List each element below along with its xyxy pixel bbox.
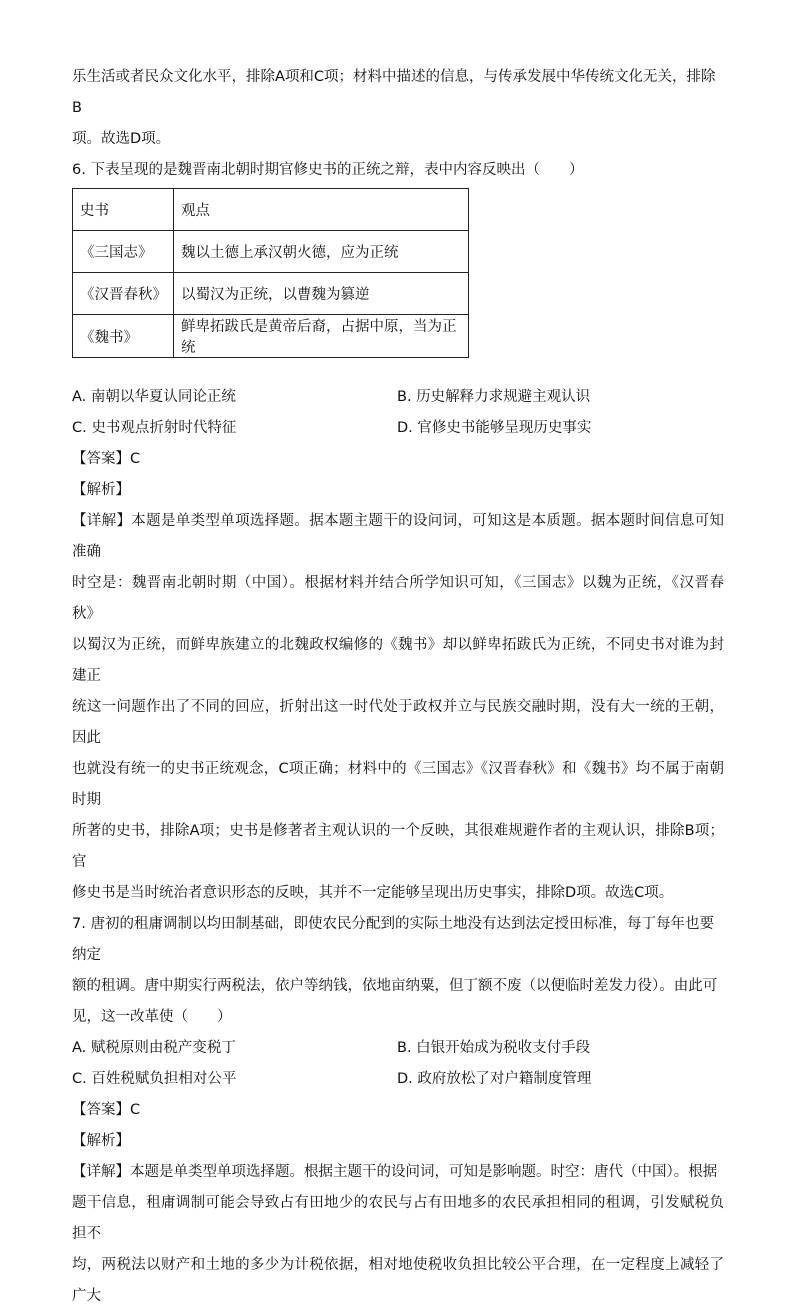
- history-books-table: [72, 188, 469, 358]
- table-cell: 以蜀汉为正统，以曹魏为篡逆: [174, 273, 469, 315]
- question-7-options: [72, 1033, 724, 1095]
- detail-line: 题干信息，租庸调制可能会导致占有田地少的农民与占有田地多的农民承担相同的租调，引发赋税负担不: [72, 1195, 724, 1242]
- question-6-options: [72, 382, 724, 444]
- table-cell: 鲜卑拓跋氏是黄帝后裔，占据中原，当为正统: [174, 315, 469, 358]
- table-cell: 《汉晋春秋》: [73, 273, 174, 315]
- detail-line: 时空是：魏晋南北朝时期（中国）。根据材料并结合所学知识可知，《三国志》以魏为正统，《汉晋春秋》: [72, 575, 724, 622]
- detail-line: 均，两税法以财产和土地的多少为计税依据，相对地使税收负担比较公平合理，在一定程度上减轻了广大: [72, 1257, 724, 1304]
- table-row: [73, 315, 469, 358]
- question-7-detail: [72, 1157, 724, 1312]
- stem-line: 见，这一改革使（ ）: [72, 1009, 232, 1025]
- option-b: B. 白银开始成为税收支付手段: [397, 1040, 591, 1056]
- question-6-answer: 【答案】C: [72, 451, 141, 467]
- option-d: D. 官修史书能够呈现历史事实: [397, 420, 592, 436]
- question-6-analysis-label: 【解析】: [72, 482, 130, 498]
- document-page: [72, 62, 724, 1312]
- option-c: C. 史书观点折射时代特征: [72, 420, 237, 436]
- option-a: A. 南朝以华夏认同论正统: [72, 389, 236, 405]
- table-cell: 《三国志》: [73, 231, 174, 273]
- table-header-cell: 史书: [73, 189, 174, 231]
- question-7-answer: 【答案】C: [72, 1102, 141, 1118]
- question-6-detail: [72, 506, 724, 909]
- detail-line: 【详解】本题是单类型单项选择题。据本题主题干的设问词，可知这是本质题。据本题时间信息可知准确: [72, 513, 724, 560]
- question-7-stem: [72, 909, 724, 1033]
- table-row: [73, 273, 469, 315]
- table-cell: 《魏书》: [73, 315, 174, 358]
- detail-line: 也就没有统一的史书正统观念，C项正确；材料中的《三国志》《汉晋春秋》和《魏书》均不属于南朝时期: [72, 761, 724, 808]
- table-header-cell: 观点: [174, 189, 469, 231]
- detail-line: 统这一问题作出了不同的回应，折射出这一时代处于政权并立与民族交融时期，没有大一统的王朝，因此: [72, 699, 724, 746]
- detail-line: 【详解】本题是单类型单项选择题。根据主题干的设问词，可知是影响题。时空：唐代（中国）。根据: [72, 1164, 718, 1180]
- option-d: D. 政府放松了对户籍制度管理: [397, 1071, 592, 1087]
- detail-line: 所著的史书，排除A项；史书是修著者主观认识的一个反映，其很难规避作者的主观认识，排除B项；官: [72, 823, 724, 870]
- intro-line-1: 乐生活或者民众文化水平，排除A项和C项；材料中描述的信息，与传承发展中华传统文化无关，排除B: [72, 69, 716, 116]
- option-c: C. 百姓税赋负担相对公平: [72, 1071, 237, 1087]
- stem-line: 7. 唐初的租庸调制以均田制基础，即使农民分配到的实际土地没有达到法定授田标准，每丁每年也要纳定: [72, 916, 714, 963]
- question-7-analysis-label: 【解析】: [72, 1133, 130, 1149]
- table-cell: 魏以土德上承汉朝火德，应为正统: [174, 231, 469, 273]
- question-6-stem: 6. 下表呈现的是魏晋南北朝时期官修史书的正统之辩，表中内容反映出（ ）: [72, 162, 584, 178]
- option-a: A. 赋税原则由税产变税丁: [72, 1040, 236, 1056]
- detail-line: 以蜀汉为正统，而鲜卑族建立的北魏政权编修的《魏书》却以鲜卑拓跋氏为正统，不同史书对谁为封建正: [72, 637, 724, 684]
- option-b: B. 历史解释力求规避主观认识: [397, 389, 591, 405]
- detail-line: 修史书是当时统治者意识形态的反映，其并不一定能够呈现出历史事实，排除D项。故选C项。: [72, 885, 674, 901]
- table-header-row: [73, 189, 469, 231]
- table-row: [73, 231, 469, 273]
- stem-line: 额的租调。唐中期实行两税法，依户等纳钱，依地亩纳粟，但丁额不废（以便临时差发力役）。由此可: [72, 978, 718, 994]
- intro-line-2: 项。故选D项。: [72, 131, 171, 147]
